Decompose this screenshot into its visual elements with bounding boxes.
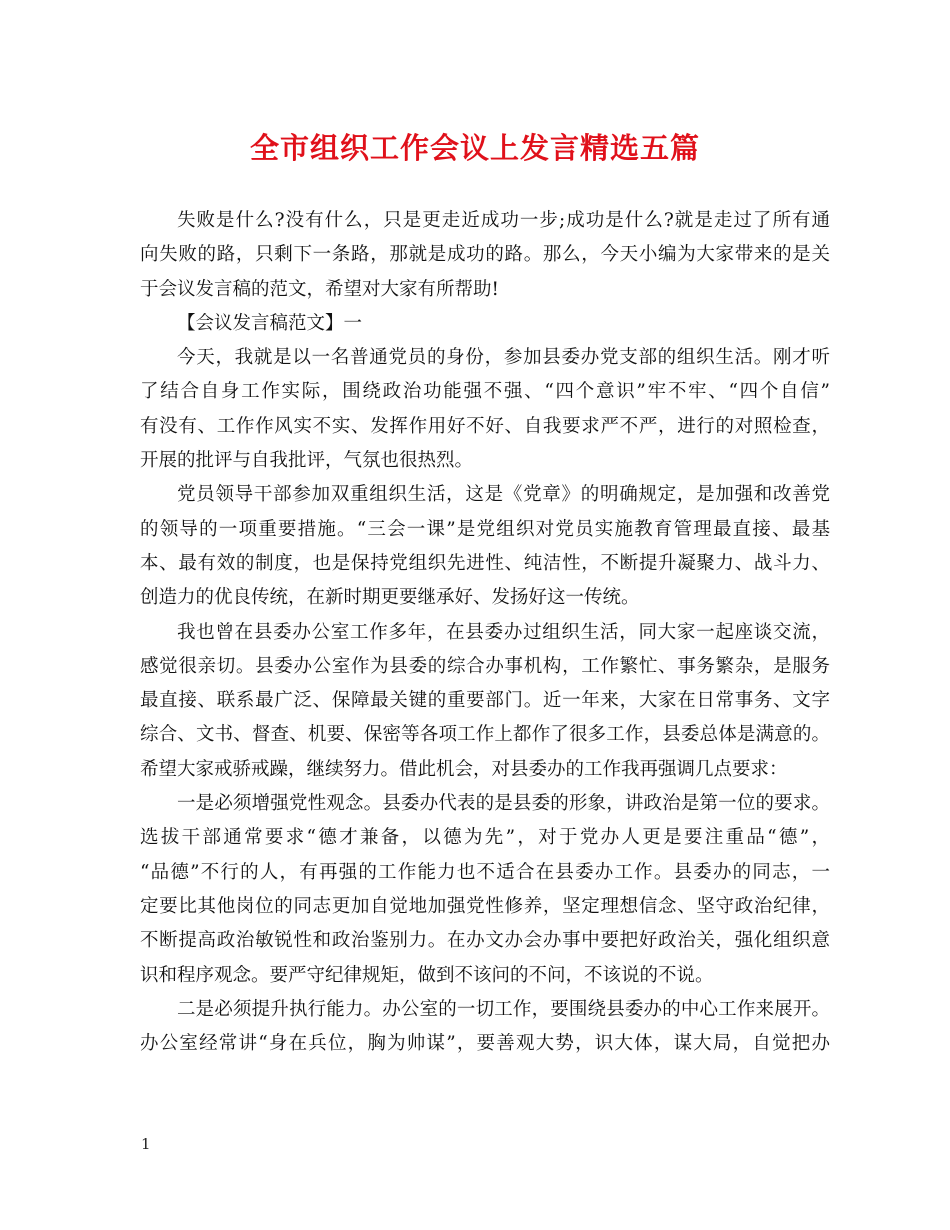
page-number: 1 (141, 1135, 151, 1153)
body-line: 二是必须提升执行能力。办公室的一切工作，要围绕县委办的中心工作来展开。 (177, 998, 830, 1020)
body-line: 不断提高政治敏锐性和政治鉴别力。在办文办会办事中要把好政治关，强化组织意 (140, 930, 830, 952)
body-line: 党员领导干部参加双重组织生活，这是《党章》的明确规定，是加强和改善党 (177, 484, 830, 506)
body-line: 本、最有效的制度，也是保持党组织先进性、纯洁性，不断提升凝聚力、战斗力、 (140, 552, 830, 574)
body-line: 一是必须增强党性观念。县委办代表的是县委的形象，讲政治是第一位的要求。 (177, 793, 830, 815)
body-line: 失败是什么?没有什么，只是更走近成功一步;成功是什么?就是走过了所有通 (177, 210, 830, 231)
document-body (140, 204, 830, 1061)
document-title: 全市组织工作会议上发言精选五篇 (249, 131, 700, 165)
body-line: 开展的批评与自我批评，气氛也很热烈。 (140, 450, 474, 472)
body-line: 向失败的路，只剩下一条路，那就是成功的路。那么，今天小编为大家带来的是关 (140, 244, 830, 266)
body-line: 了结合自身工作实际，围绕政治功能强不强、“四个意识”牢不牢、“四个自信” (140, 381, 830, 403)
body-line: 于会议发言稿的范文，希望对大家有所帮助! (140, 278, 499, 300)
body-line: 最直接、联系最广泛、保障最关键的重要部门。近一年来，大家在日常事务、文字 (140, 690, 830, 712)
body-line: 定要比其他岗位的同志更加自觉地加强党性修养，坚定理想信念、坚守政治纪律， (140, 895, 830, 917)
body-line: 我也曾在县委办公室工作多年，在县委办过组织生活，同大家一起座谈交流， (177, 621, 830, 643)
body-line: 选拔干部通常要求“德才兼备，以德为先”，对于党办人更是要注重品“德”， (140, 827, 830, 849)
body-line: 希望大家戒骄戒躁，继续努力。借此机会，对县委办的工作我再强调几点要求： (140, 758, 788, 780)
body-line: 有没有、工作作风实不实、发挥作用好不好、自我要求严不严，进行的对照检查， (140, 415, 830, 437)
body-line: 办公室经常讲“身在兵位，胸为帅谋”，要善观大势，识大体，谋大局，自觉把办 (140, 1033, 830, 1055)
body-line: 创造力的优良传统，在新时期更要继承好、发扬好这一传统。 (140, 587, 640, 609)
body-line: 综合、文书、督查、机要、保密等各项工作上都作了很多工作，县委总体是满意的。 (140, 724, 830, 746)
body-line: “品德”不行的人，有再强的工作能力也不适合在县委办工作。县委办的同志，一 (140, 861, 830, 883)
section-heading: 【会议发言稿范文】一 (177, 312, 363, 334)
body-line: 的领导的一项重要措施。“三会一课”是党组织对党员实施教育管理最直接、最基 (140, 518, 830, 540)
body-line: 今天，我就是以一名普通党员的身份，参加县委办党支部的组织生活。刚才听 (177, 347, 830, 369)
body-line: 识和程序观念。要严守纪律规矩，做到不该问的不问，不该说的不说。 (140, 964, 714, 986)
body-line: 感觉很亲切。县委办公室作为县委的综合办事机构，工作繁忙、事务繁杂，是服务 (140, 655, 830, 677)
